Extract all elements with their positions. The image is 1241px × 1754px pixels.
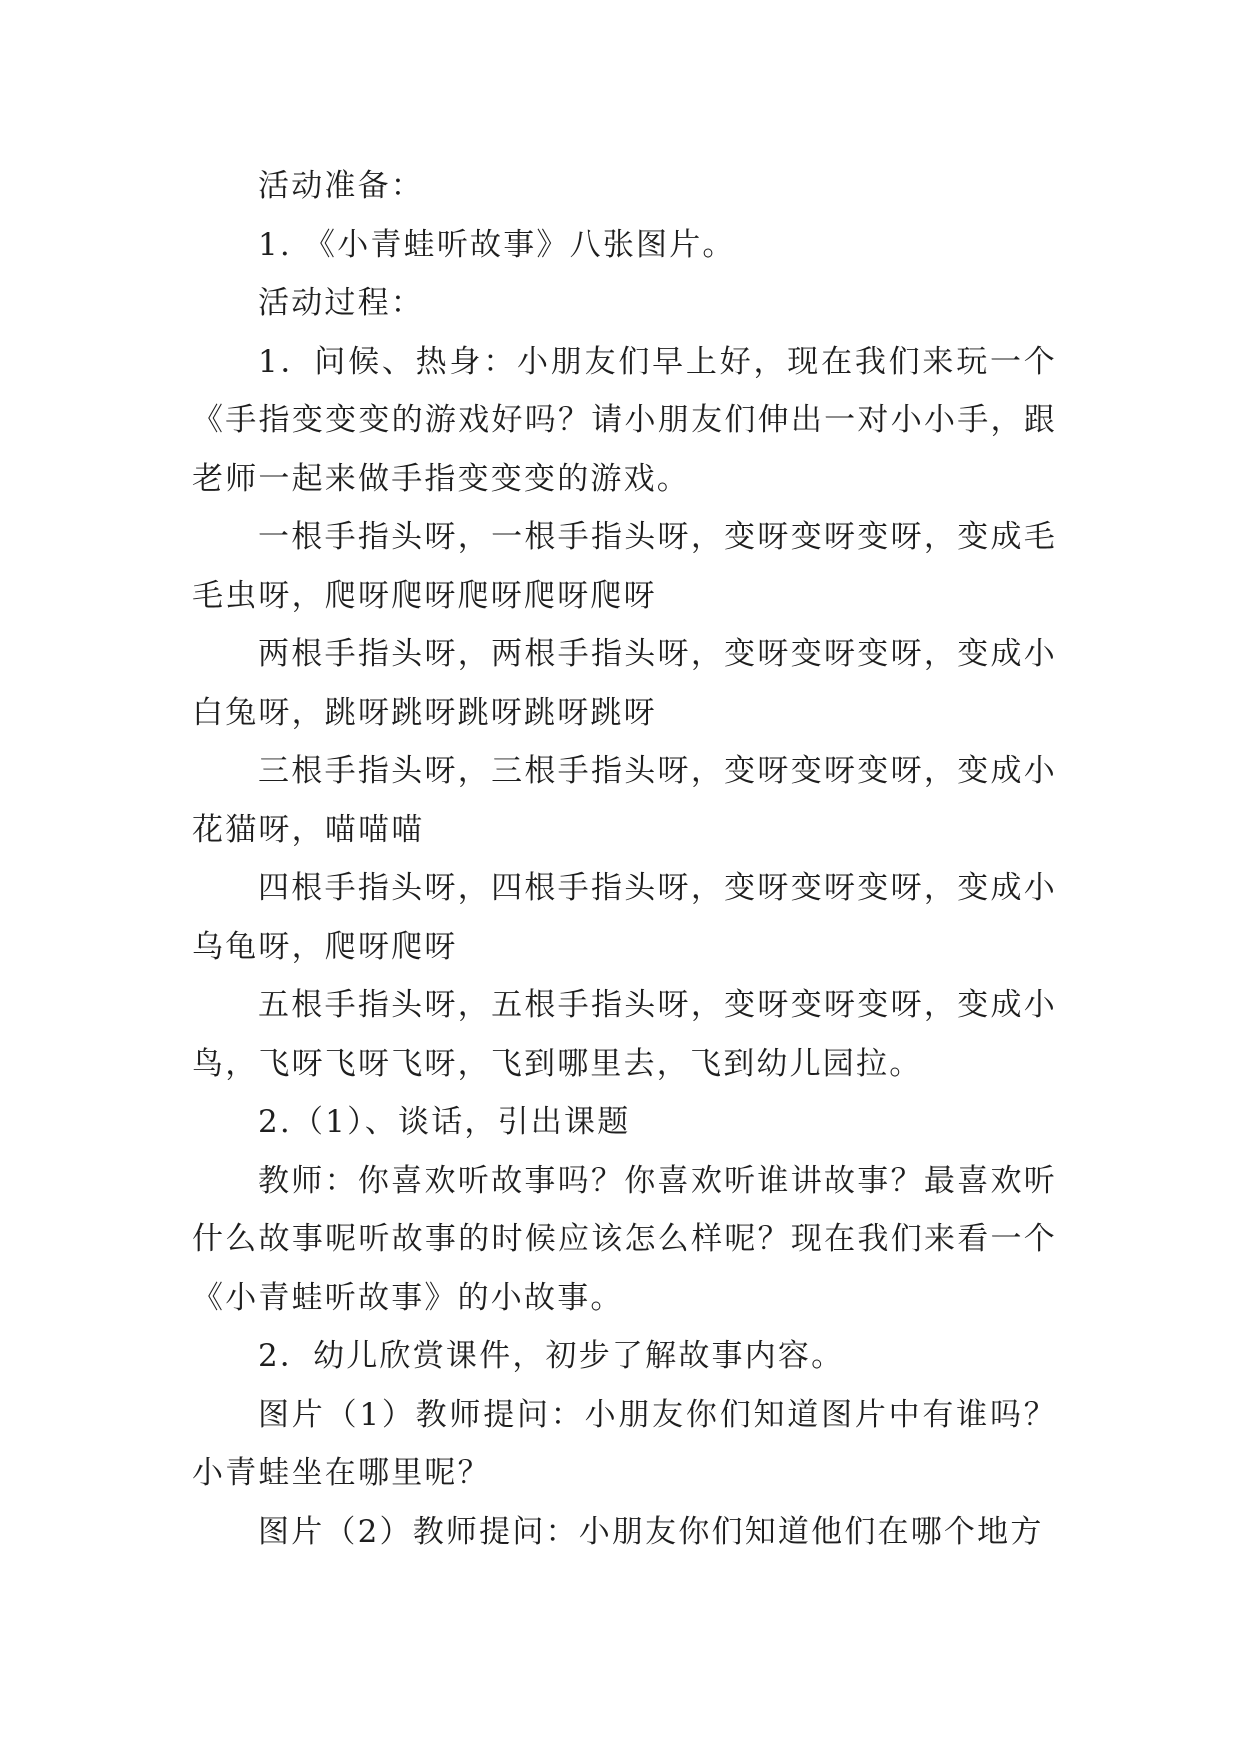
paragraph-picture-two: 图片（2）教师提问：小朋友你们知道他们在哪个地方 <box>258 1513 1044 1550</box>
paragraph-preparation-item: 1. 《小青蛙听故事》八张图片。 <box>258 226 736 263</box>
paragraph-talk-heading: 2.（1）、谈话，引出课题 <box>258 1104 631 1140</box>
paragraph-rhyme-two: 两根手指头呀，两根手指头呀，变呀变呀变呀，变成小白兔呀，跳呀跳呀跳呀跳呀跳呀 <box>192 636 1057 731</box>
paragraph-rhyme-one: 一根手指头呀，一根手指头呀，变呀变呀变呀，变成毛毛虫呀，爬呀爬呀爬呀爬呀爬呀 <box>192 519 1057 614</box>
paragraph-preparation-heading: 活动准备： <box>258 168 424 204</box>
paragraph-rhyme-four: 四根手指头呀，四根手指头呀，变呀变呀变呀，变成小乌龟呀，爬呀爬呀 <box>192 870 1057 965</box>
paragraph-process-heading: 活动过程： <box>258 285 424 321</box>
paragraph-picture-one: 图片（1）教师提问：小朋友你们知道图片中有谁吗？小青蛙坐在哪里呢？ <box>192 1396 1057 1491</box>
paragraph-warmup: 1．问候、热身：小朋友们早上好，现在我们来玩一个《手指变变变的游戏好吗？请小朋友们伸出一对小小手，跟老师一起来做手指变变变的游戏。 <box>192 343 1057 497</box>
paragraph-rhyme-three: 三根手指头呀，三根手指头呀，变呀变呀变呀，变成小花猫呀，喵喵喵 <box>192 753 1057 848</box>
paragraph-rhyme-five: 五根手指头呀，五根手指头呀，变呀变呀变呀，变成小鸟，飞呀飞呀飞呀，飞到哪里去，飞到幼儿园拉。 <box>192 987 1057 1082</box>
document-body <box>192 157 1057 1561</box>
paragraph-teacher-intro: 教师：你喜欢听故事吗？你喜欢听谁讲故事？最喜欢听什么故事呢听故事的时候应该怎么样呢？现在我们来看一个《小青蛙听故事》的小故事。 <box>192 1162 1057 1316</box>
paragraph-appreciation: 2．幼儿欣赏课件，初步了解故事内容。 <box>258 1338 845 1374</box>
